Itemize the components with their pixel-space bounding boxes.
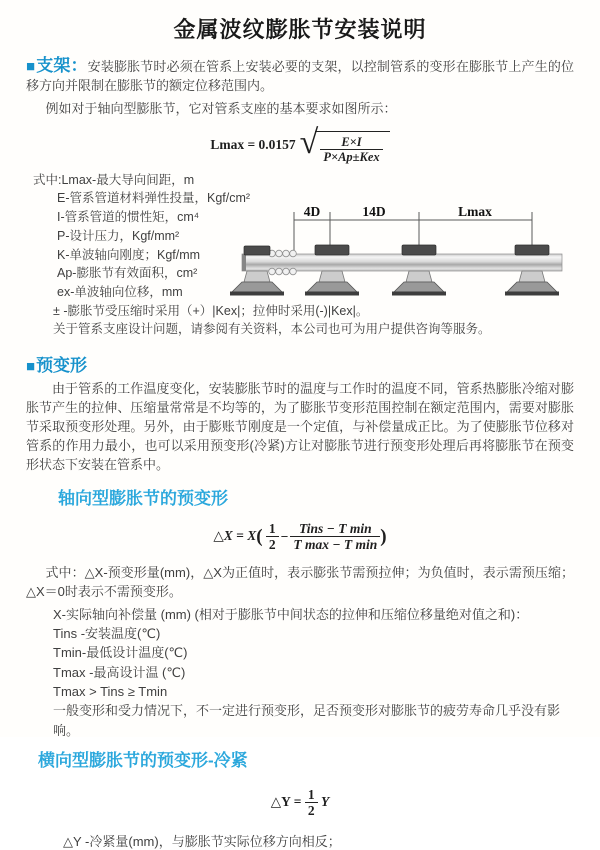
support-heading-label: 支架： — [36, 56, 88, 75]
fraction-numerator: E×I — [320, 135, 382, 150]
axial-predeform-formula — [26, 521, 574, 553]
document-content — [0, 56, 600, 850]
formula-lhs: Lmax = 0.0157 — [210, 136, 296, 152]
lmax-formula — [26, 124, 574, 165]
page-title: 金属波纹膨胀节安装说明 — [173, 17, 427, 42]
predeform-heading-label: 预变形 — [36, 355, 88, 375]
general-note: 一般变形和受力情况下，不一定进行预变形，足否预变形对膨胀节的疲劳寿命几乎没有影响。 — [53, 703, 561, 738]
formula-rhs: Y — [320, 793, 330, 809]
t-definition: Tmax -最高设计温 (℃) — [53, 664, 186, 680]
temperature-fraction: $\frac{\text{Tins − T min}}{\text{T max − T min}}$ — [290, 521, 380, 553]
pipe-end-cap — [242, 254, 246, 271]
lateral-predeform-formula — [26, 787, 574, 819]
blue-square-icon: ■ — [26, 58, 36, 75]
x-definition: X-实际轴向补偿量 (mm) (相对于膨胀节中间状态的拉伸和压缩位移量绝对值之和)： — [53, 606, 529, 622]
support-section-heading — [26, 56, 88, 75]
definition-line: Ap-膨胀节有效面积，cm² — [57, 266, 198, 281]
definition-line: ex-单波轴向位移，mm — [57, 284, 183, 299]
t-definition: Tmax > Tins ≥ Tmin — [53, 683, 168, 699]
plus-minus-note: ± -膨胀节受压缩时采用（+）|Kex|；拉伸时采用(-)|Kex|。 — [53, 303, 369, 318]
pipe-support-diagram — [240, 204, 592, 304]
radicand — [315, 131, 389, 165]
dimension-label-14d: 14D — [362, 203, 386, 219]
definition-line: I-管系管道的惯性矩，cm⁴ — [57, 210, 200, 225]
lateral-subheading: 横向型膨胀节的预变形-冷紧 — [38, 750, 248, 770]
cold-tightening-note: △Y -冷紧量(mm)，与膨胀节实际位移方向相反； — [63, 833, 341, 849]
pipe — [242, 254, 562, 271]
minus-sign: − — [280, 528, 289, 544]
symbol-definitions — [26, 171, 574, 341]
square-root — [299, 124, 390, 165]
consulting-note: 关于管系支座设计问题，请参阅有关资料，本公司也可为用户提供咨询等服务。 — [53, 322, 491, 337]
axial-formula-explain: 式中：△X-预变形量(mm)，△X为正值时，表示膨张节需预拉伸；为负值时，表示需预压缩；△X＝0时表示不需预变形。 — [26, 564, 574, 599]
blue-square-icon: ■ — [26, 357, 36, 375]
support-intro-text: 安装膨胀节时必须在管系上安装必要的支架，以控制管系的变形在膨胀节上产生的位移方向并限制在膨胀节的额定位移范围内。 — [26, 59, 575, 93]
definition-line: 式中:Lmax-最大导向间距，m — [33, 172, 195, 187]
left-paren: ( — [256, 525, 263, 547]
one-half-fraction-alt: $\frac{1}{2}$ — [305, 787, 318, 819]
definition-line: E-管系管道材料弹性投量，Kgf/cm² — [57, 191, 251, 206]
fraction-denominator: P×Ap±Kex — [323, 150, 380, 165]
right-paren: ) — [380, 525, 387, 547]
predeform-body: 由于管系的工作温度变化，安装膨胀节时的温度与工作时的温度不同，管系热膨胀冷缩对膨胀节产生的拉伸、压缩量常常是不均等的，为了膨胀节变形范围控制在额定范围内，需要对膨胀节采取预变形处理。另外，由于膨账节刚度是一个定值，与补偿量成正比。为了使膨胀节位移对管系的作用力最小，也可以采用预变形(冷紧)方让对膨胀节进行预变形处理后再将膨胀节在预变形状态下安装在管系中。 — [26, 380, 574, 472]
dimension-label-lmax: Lmax — [458, 203, 492, 219]
axial-subheading: 轴向型膨胀节的预变形 — [58, 488, 228, 508]
formula-lhs: △X = X — [213, 527, 257, 543]
radical-sign-icon: √ — [299, 124, 319, 161]
dimension-label-4d: 4D — [303, 203, 321, 219]
t-definition: Tmin-最低设计温度(℃) — [53, 645, 188, 661]
definition-line: K-单波轴向刚度；Kgf/mm — [57, 247, 201, 262]
formula-lhs: △Y = — [270, 793, 302, 809]
t-definition: Tins -安装温度(℃) — [53, 626, 161, 642]
definition-line: P-设计压力，Kgf/mm² — [57, 228, 180, 243]
support-intro-paragraph — [26, 56, 574, 95]
support-example-text: 例如对于轴向型膨胀节，它对管系支座的基本要求如图所示： — [45, 101, 397, 116]
one-half-fraction: $\frac{1}{2}$ — [266, 521, 279, 553]
predeform-section-heading — [26, 351, 574, 376]
